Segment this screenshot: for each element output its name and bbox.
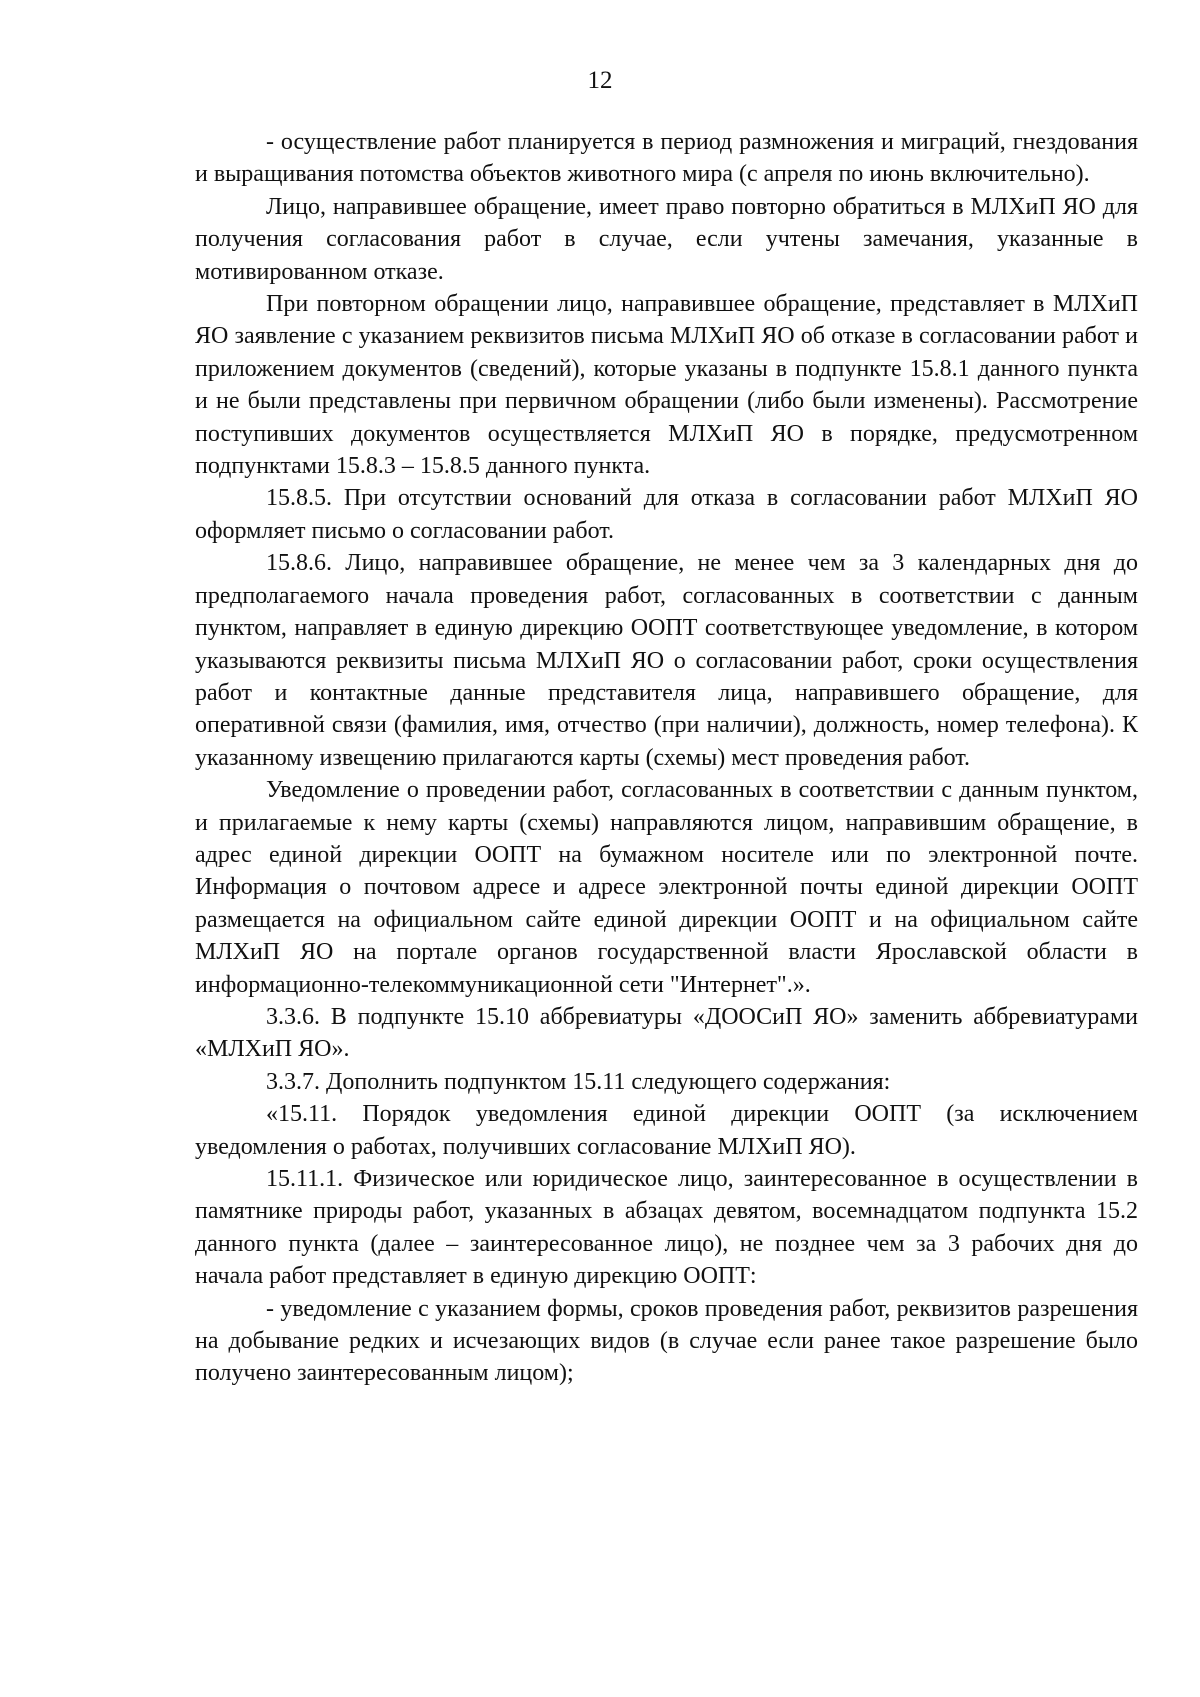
paragraph: Уведомление о проведении работ, согласованных в соответствии с данным пунктом, и прилагаемые к нему карты (схемы) направляются лицом, направившим обращение, в адрес единой дирекции ООПТ на бумажном носителе или по электронной почте. Информация о почтовом адресе и адресе электронной почты единой дирекции ООПТ размещается на официальном сайте единой дирекции ООПТ и на официальном сайте МЛХиП ЯО на портале органов государственной власти Ярославской области в информационно-телекоммуникационной сети "Интернет".». [195, 777, 1138, 998]
paragraph: 3.3.6. В подпункте 15.10 аббревиатуры «ДООСиП ЯО» заменить аббревиатурами «МЛХиП ЯО». [195, 1003, 1138, 1063]
paragraph: 15.8.6. Лицо, направившее обращение, не менее чем за 3 календарных дня до предполагаемого начала проведения работ, согласованных в соответствии с данным пунктом, направляет в единую дирекцию ООПТ соответствующее уведомление, в котором указываются реквизиты письма МЛХиП ЯО о согласовании работ, сроки осуществления работ и контактные данные представителя лица, направившего обращение, для оперативной связи (фамилия, имя, отчество (при наличии), должность, номер телефона). К указанному извещению прилагаются карты (схемы) мест проведения работ. [195, 550, 1138, 771]
paragraph: 3.3.7. Дополнить подпунктом 15.11 следующего содержания: [266, 1068, 891, 1095]
page-number: 12 [587, 67, 613, 94]
paragraph: При повторном обращении лицо, направившее обращение, представляет в МЛХиП ЯО заявление с указанием реквизитов письма МЛХиП ЯО об отказе в согласовании работ и приложением документов (сведений), которые указаны в подпункте 15.8.1 данного пункта и не были представлены при первичном обращении (либо были изменены). Рассмотрение поступивших документов осуществляется МЛХиП ЯО в порядке, предусмотренном подпунктами 15.8.3 – 15.8.5 данного пункта. [195, 291, 1138, 480]
paragraph: - уведомление с указанием формы, сроков проведения работ, реквизитов разрешения на добывание редких и исчезающих видов (в случае если ранее такое разрешение было получено заинтересованным лицом); [195, 1295, 1138, 1387]
document-body [195, 126, 1138, 1390]
paragraph: Лицо, направившее обращение, имеет право повторно обратиться в МЛХиП ЯО для получения согласования работ в случае, если учтены замечания, указанные в мотивированном отказе. [195, 193, 1138, 285]
paragraph: 15.8.5. При отсутствии оснований для отказа в согласовании работ МЛХиП ЯО оформляет письмо о согласовании работ. [195, 485, 1138, 544]
paragraph: 15.11.1. Физическое или юридическое лицо, заинтересованное в осуществлении в памятнике природы работ, указанных в абзацах девятом, восемнадцатом подпункта 15.2 данного пункта (далее – заинтересованное лицо), не позднее чем за 3 рабочих дня до начала работ представляет в единую дирекцию ООПТ: [195, 1166, 1138, 1290]
paragraph: «15.11. Порядок уведомления единой дирекции ООПТ (за исключением уведомления о работах, получивших согласование МЛХиП ЯО). [195, 1101, 1138, 1160]
paragraph: - осуществление работ планируется в период размножения и миграций, гнездования и выращивания потомства объектов животного мира (с апреля по июнь включительно). [195, 129, 1138, 188]
